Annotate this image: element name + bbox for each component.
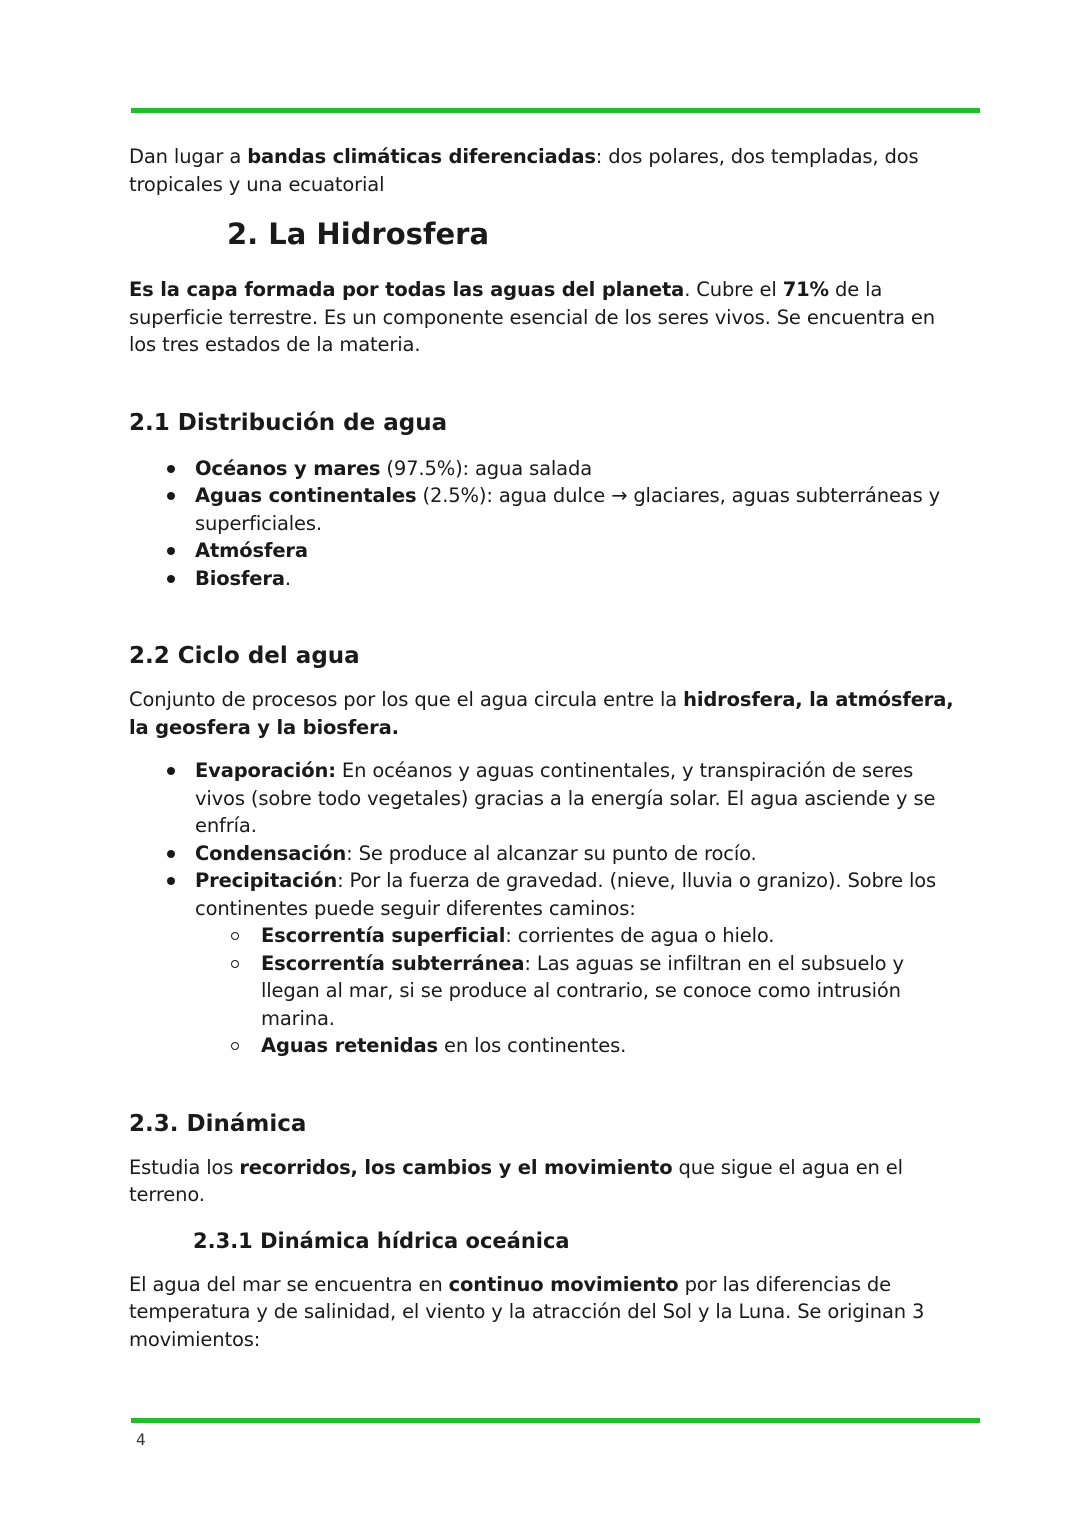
subitem-text: : corrientes de agua o hielo. (505, 924, 775, 947)
ciclo-intro (129, 686, 959, 741)
sublist-item (195, 950, 959, 1033)
ciclo-list (129, 757, 959, 1060)
top-green-rule (131, 108, 980, 113)
oceanica-bold: continuo movimiento (448, 1272, 679, 1296)
intro-bold: bandas climáticas diferenciadas (247, 145, 596, 168)
list-item (129, 565, 959, 593)
caminos-sublist (195, 922, 959, 1060)
item-text: (97.5%): agua salada (380, 456, 592, 480)
intro-paragraph (129, 143, 959, 198)
page-number: 4 (136, 1430, 146, 1449)
item-bold: Océanos y mares (195, 456, 381, 480)
intro-text: Dan lugar a (129, 145, 248, 168)
section-title: 2. La Hidrosfera (227, 217, 490, 251)
item-bold: Aguas continentales (195, 484, 417, 507)
item-text: : Por la fuerza de gravedad. (nieve, lluvia o granizo). Sobre los continentes puede seguir diferentes caminos: (195, 869, 937, 920)
ciclo-intro-bold: hidrosfera, la atmósfera, la geosfera y la biosfera. (129, 688, 954, 739)
subitem-bold: Aguas retenidas (261, 1034, 438, 1057)
definition-bold: Es la capa formada por todas las aguas del planeta (129, 278, 685, 301)
intro-text-end: : dos polares, dos templadas, dos tropicales y una ecuatorial (129, 145, 919, 196)
heading-ciclo: 2.2 Ciclo del agua (129, 643, 360, 669)
dinamica-intro (129, 1154, 959, 1209)
dinamica-text: Estudia los (129, 1155, 240, 1179)
bottom-green-rule (131, 1418, 980, 1423)
oceanica-text: El agua del mar se encuentra en (129, 1272, 449, 1296)
item-text: . (284, 566, 291, 590)
list-item (129, 455, 959, 483)
list-item (129, 867, 959, 1060)
item-bold: Biosfera (195, 566, 285, 590)
item-bold: Condensación (195, 841, 347, 865)
heading-dinamica-oceanica: 2.3.1 Dinámica hídrica oceánica (193, 1228, 570, 1253)
oceanica-paragraph (129, 1271, 959, 1354)
item-bold: Atmósfera (195, 539, 308, 562)
subitem-bold: Escorrentía superficial (261, 924, 506, 947)
heading-dinamica: 2.3. Dinámica (129, 1110, 307, 1137)
heading-distribucion: 2.1 Distribución de agua (129, 409, 448, 436)
list-item (129, 840, 959, 868)
distribucion-list (129, 455, 959, 593)
list-item (129, 757, 959, 840)
definition-text: . Cubre el (684, 278, 783, 301)
list-item (129, 537, 959, 565)
dinamica-bold: recorridos, los cambios y el movimiento (239, 1155, 673, 1179)
ciclo-intro-text: Conjunto de procesos por los que el agua circula entre la (129, 688, 684, 711)
item-text: (2.5%): agua dulce → glaciares, aguas subterráneas y superficiales. (195, 484, 941, 535)
definition-text-end: de la superficie terrestre. Es un componente esencial de los seres vivos. Se encuentra en los tres estados de la materia. (129, 278, 935, 356)
dinamica-text-end: que sigue el agua en el terreno. (129, 1155, 903, 1206)
item-bold: Precipitación (195, 869, 338, 892)
subitem-text: en los continentes. (437, 1034, 627, 1057)
sublist-item (195, 922, 959, 950)
list-item (129, 482, 959, 537)
item-text: : Se produce al alcanzar su punto de rocío. (346, 841, 757, 865)
subitem-text: : Las aguas se infiltran en el subsuelo y llegan al mar, si se produce al contrario, se conoce como intrusión marina. (261, 951, 904, 1030)
page-content (129, 143, 959, 1353)
item-text: En océanos y aguas continentales, y transpiración de seres vivos (sobre todo vegetales) gracias a la energía solar. El agua asciende y se enfría. (195, 759, 936, 837)
item-bold: Evaporación: (195, 759, 336, 782)
hidrosfera-definition (129, 276, 959, 359)
definition-percent: 71% (782, 278, 829, 301)
sublist-item (195, 1032, 959, 1060)
oceanica-text-end: por las diferencias de temperatura y de salinidad, el viento y la atracción del Sol y la Luna. Se originan 3 movimientos: (129, 1272, 925, 1351)
subitem-bold: Escorrentía subterránea (261, 951, 525, 975)
